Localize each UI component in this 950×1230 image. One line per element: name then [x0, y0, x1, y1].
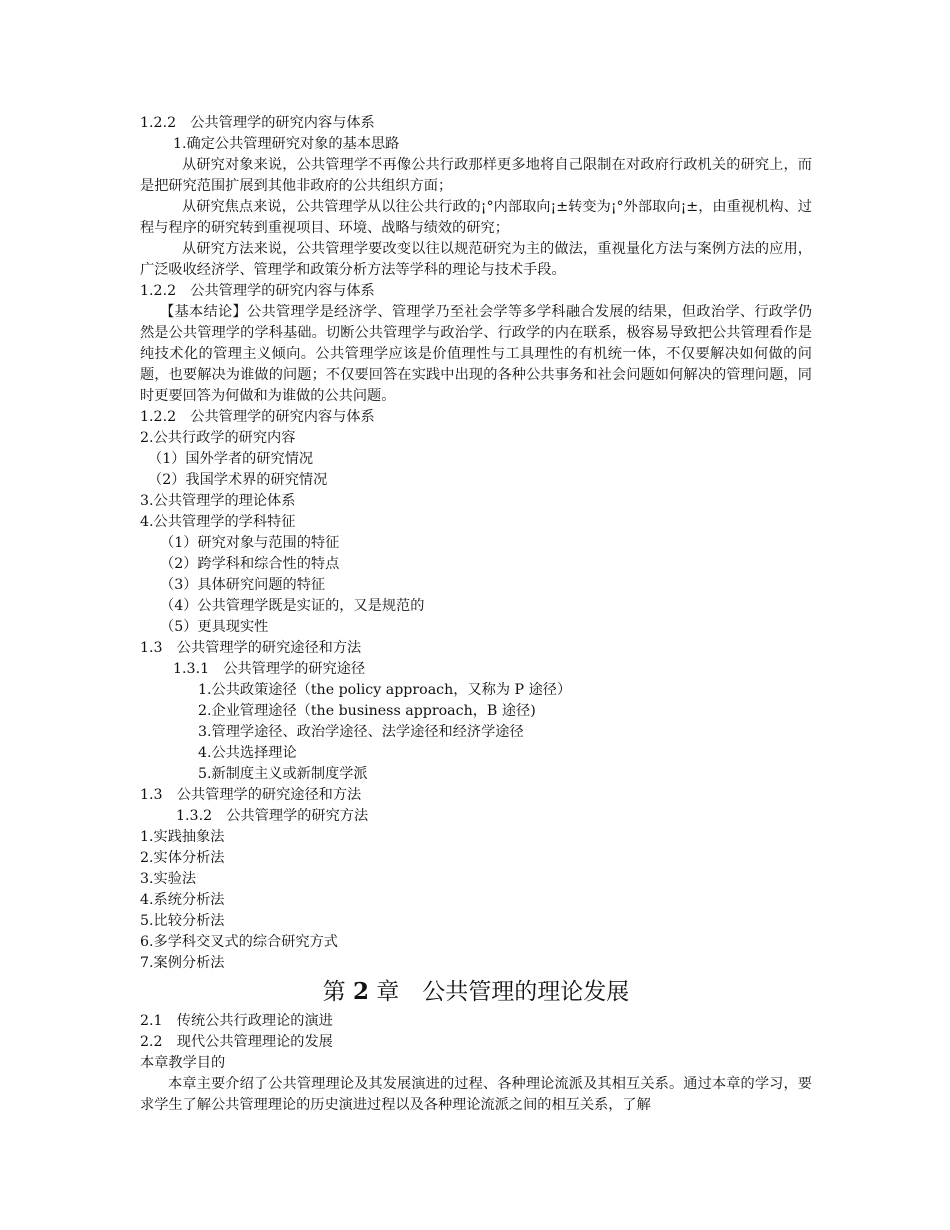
section-heading: 2.2 现代公共管理理论的发展 [140, 1034, 333, 1050]
list-item: 6.多学科交叉式的综合研究方式 [140, 934, 338, 950]
section-heading: 1.2.2 公共管理学的研究内容与体系 [140, 409, 375, 425]
section-heading: 2.1 传统公共行政理论的演进 [140, 1013, 333, 1029]
list-item: 3.实验法 [140, 871, 197, 887]
sub-list-item: （3）具体研究问题的特征 [160, 577, 326, 593]
sub-list-item: （1）研究对象与范围的特征 [160, 535, 340, 551]
paragraph: 从研究方法来说，公共管理学要改变以往以规范研究为主的做法，重视量化方法与案例方法的应用，广泛吸收经济学、管理学和政策分析方法等学科的理论与技术手段。 [140, 241, 812, 278]
list-item: 2.公共行政学的研究内容 [140, 430, 296, 446]
chapter-title [140, 976, 812, 1008]
section-heading: 1.2.2 公共管理学的研究内容与体系 [140, 115, 375, 131]
subsection-heading: 1.3.1 公共管理学的研究途径 [173, 661, 366, 677]
list-item: 4.系统分析法 [140, 892, 225, 908]
list-item: 4.公共管理学的学科特征 [140, 514, 296, 530]
subsection-heading: 1.3.2 公共管理学的研究方法 [176, 808, 369, 824]
sub-list-item: （5）更具现实性 [160, 619, 269, 635]
list-item: 5.新制度主义或新制度学派 [198, 766, 368, 782]
list-item: 3.公共管理学的理论体系 [140, 493, 296, 509]
list-item: 1.公共政策途径（the policy approach，又称为 P 途径） [198, 682, 572, 698]
sub-list-item: （2）我国学术界的研究情况 [148, 472, 328, 488]
sub-list-item: （1）国外学者的研究情况 [148, 451, 314, 467]
paragraph: 本章主要介绍了公共管理理论及其发展演进的过程、各种理论流派及其相互关系。通过本章的学习，要求学生了解公共管理理论的历史演进过程以及各种理论流派之间的相互关系，了解 [140, 1076, 812, 1113]
sub-list-item: （4）公共管理学既是实证的，又是规范的 [160, 598, 425, 614]
paragraph: 从研究对象来说，公共管理学不再像公共行政那样更多地将自己限制在对政府行政机关的研究上，而是把研究范围扩展到其他非政府的公共组织方面； [140, 157, 812, 194]
document-page [140, 113, 812, 1116]
section-heading: 1.2.2 公共管理学的研究内容与体系 [140, 283, 375, 299]
conclusion-paragraph: 【基本结论】公共管理学是经济学、管理学乃至社会学等多学科融合发展的结果，但政治学、行政学仍然是公共管理学的学科基础。切断公共管理学与政治学、行政学的内在联系，极容易导致把公共管理看作是纯技术化的管理主义倾向。公共管理学应该是价值理性与工具理性的有机统一体，不仅要解决如何做的问题，也要解决为谁做的问题；不仅要回答在实践中出现的各种公共事务和社会问题如何解决的管理问题，同时更要回答为何做和为谁做的公共问题。 [140, 304, 812, 404]
list-item: 4.公共选择理论 [198, 745, 297, 761]
sub-list-item: （2）跨学科和综合性的特点 [160, 556, 340, 572]
section-heading: 1.3 公共管理学的研究途径和方法 [140, 640, 362, 656]
list-item: 2.企业管理途径（the business approach，B 途径) [198, 703, 536, 719]
list-item: 2.实体分析法 [140, 850, 225, 866]
chapter-number: 2 [352, 978, 369, 1005]
list-item: 5.比较分析法 [140, 913, 225, 929]
list-item: 3.管理学途径、政治学途径、法学途径和经济学途径 [198, 724, 524, 740]
list-item: 1.实践抽象法 [140, 829, 225, 845]
teaching-goal-heading: 本章教学目的 [140, 1055, 226, 1071]
section-heading: 1.3 公共管理学的研究途径和方法 [140, 787, 362, 803]
chapter-suffix: 章 公共管理的理论发展 [369, 979, 630, 1005]
chapter-prefix: 第 [322, 979, 353, 1005]
list-item: 1.确定公共管理研究对象的基本思路 [173, 136, 400, 152]
list-item: 7.案例分析法 [140, 955, 225, 971]
paragraph: 从研究焦点来说，公共管理学从以往公共行政的¡°内部取向¡±转变为¡°外部取向¡±，由重视机构、过程与程序的研究转到重视项目、环境、战略与绩效的研究； [140, 199, 812, 236]
